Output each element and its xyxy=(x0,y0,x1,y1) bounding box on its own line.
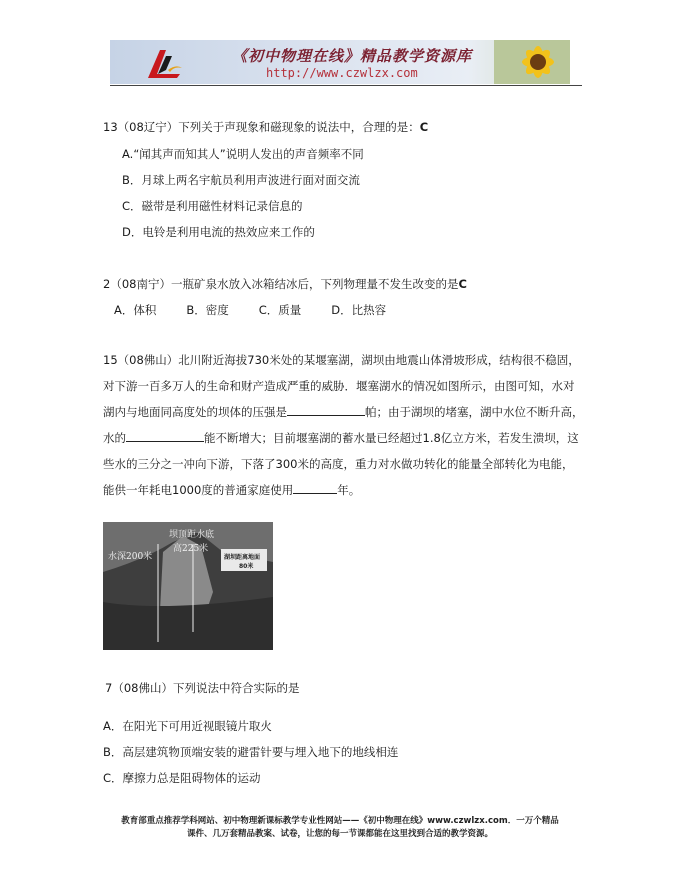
footer-line-1: 教育部重点推荐学科网站、初中物理新课标教学专业性网站——《初中物理在线》www.czwlzx.com．一万个精品 xyxy=(121,816,559,826)
question-2-stem: 2（08南宁）一瓶矿泉水放入冰箱结冰后，下列物理量不发生改变的是C xyxy=(103,277,467,291)
question-13-answer: C xyxy=(419,120,429,134)
question-15-line-6: 能供一年耗电1000度的普通家庭使用 年。 xyxy=(103,483,361,497)
figure-top-label-2: 高225米 xyxy=(173,544,209,554)
question-15-line-1: 15（08佛山）北川附近海拔730米处的某堰塞湖，湖坝由地震山体滑坡形成，结构很不稳固， xyxy=(103,353,580,367)
question-13-stem: 13（08辽宁）下列关于声现象和磁现象的说法中，合理的是：C xyxy=(103,120,429,134)
header-divider xyxy=(110,85,582,86)
question-2-option-b: B．密度 xyxy=(186,303,229,317)
figure-depth-label: 水深200米 xyxy=(108,552,153,562)
sunflower-icon xyxy=(494,40,570,84)
answer-blank-energy[interactable] xyxy=(126,429,204,442)
question-2-answer: C xyxy=(458,277,467,291)
banner-title: 《初中物理在线》精品教学资源库 xyxy=(232,47,473,65)
question-13-option-b: B．月球上两名宇航员利用声波进行面对面交流 xyxy=(122,173,360,187)
question-7-stem: 7（08佛山）下列说法中符合实际的是 xyxy=(105,681,300,695)
site-logo-icon xyxy=(144,44,184,82)
site-banner xyxy=(110,40,570,84)
figure-top-label-1: 坝顶距水底 xyxy=(169,530,215,540)
question-15-line-4: 水的 能不断增大；目前堰塞湖的蓄水量已经超过1.8亿立方米，若发生溃坝，这 xyxy=(103,431,579,445)
banner-url[interactable]: http://www.czwlzx.com xyxy=(266,66,418,80)
question-2-option-a: A．体积 xyxy=(114,303,157,317)
question-15-line-3: 湖内与地面同高度处的坝体的压强是 帕；由于湖坝的堵塞，湖中水位不断升高， xyxy=(103,405,584,419)
figure-height-tag: 湖坝距离地面 80米 xyxy=(221,549,267,571)
question-2-option-c: C．质量 xyxy=(258,303,302,317)
footer-line-2: 课件、几万套精品教案、试卷，让您的每一节课都能在这里找到合适的教学资源。 xyxy=(186,829,493,839)
question-2-options xyxy=(114,303,416,317)
question-2-option-d: D．比热容 xyxy=(331,303,387,317)
question-15-text xyxy=(103,347,584,503)
quake-lake-photo xyxy=(103,522,273,650)
question-7-option-b: B．高层建筑物顶端安装的避雷针要与埋入地下的地线相连 xyxy=(103,745,399,759)
answer-blank-years[interactable] xyxy=(293,481,337,494)
question-13-option-c: C．磁带是利用磁性材料记录信息的 xyxy=(122,199,303,213)
question-13-option-d: D．电铃是利用电流的热效应来工作的 xyxy=(122,225,315,239)
question-7-option-a: A．在阳光下可用近视眼镜片取火 xyxy=(103,719,272,733)
question-15-line-2: 对下游一百多万人的生命和财产造成严重的威胁．堰塞湖水的情况如图所示，由图可知，水对 xyxy=(103,379,575,393)
question-13-option-a: A.“闻其声而知其人”说明人发出的声音频率不同 xyxy=(122,147,364,161)
page-footer xyxy=(80,815,600,841)
answer-blank-pressure[interactable] xyxy=(287,403,365,416)
question-7-option-c: C．摩擦力总是阻碍物体的运动 xyxy=(103,771,261,785)
question-15-line-5: 些水的三分之一冲向下游，下落了300米的高度，重力对水做功转化的能量全部转化为电能， xyxy=(103,457,574,471)
